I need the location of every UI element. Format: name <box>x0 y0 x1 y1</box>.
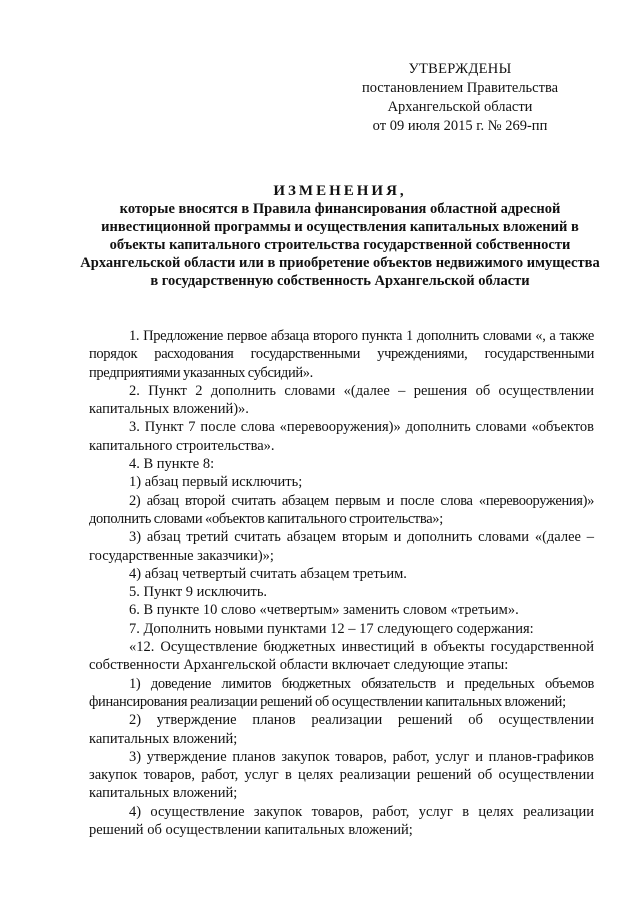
paragraph: 4) абзац четвертый считать абзацем третьим. <box>129 565 407 582</box>
approval-line-1: постановлением Правительства <box>361 80 559 96</box>
paragraph: 2) абзац второй считать абзацем первым и после слова «перевооружения)» дополнить словами «объектов капитального строительства»; <box>89 492 594 527</box>
paragraph: 4) осуществление закупок товаров, работ, услуг в целях реализации решений об осуществлении капитальных вложений; <box>89 803 594 839</box>
approval-title: УТВЕРЖДЕНЫ <box>408 61 512 77</box>
paragraph: 1) доведение лимитов бюджетных обязательств и предельных объемов финансирования реализации решений об осуществлении капитальных вложений; <box>89 675 594 710</box>
paragraph: «12. Осуществление бюджетных инвестиций в объекты государственной собственности Архангельской области включает следующие этапы: <box>89 639 594 674</box>
paragraph: 2) утверждение планов реализации решений об осуществлении капитальных вложений; <box>89 712 594 747</box>
document-heading <box>80 182 600 290</box>
document-body <box>89 327 594 839</box>
paragraph: 1. Предложение первое абзаца второго пункта 1 дополнить словами «, а также порядок расходования государственными учреждениями, государственными предприятиями указанных субсидий». <box>89 328 594 381</box>
paragraph: 7. Дополнить новыми пунктами 12 – 17 следующего содержания: <box>129 620 534 637</box>
paragraph: 5. Пункт 9 исключить. <box>129 584 268 601</box>
document-subtitle: которые вносятся в Правила финансирования областной адресной инвестиционной программы и осуществления капитальных вложений в объекты капитального строительства государственной собственности Архангельской области или в приобретение объектов недвижимого имущества в государственную собственность Архангельской области <box>80 201 600 289</box>
paragraph: 3. Пункт 7 после слова «перевооружения)» дополнить словами «объектов капитального строительства». <box>89 419 594 454</box>
paragraph: 3) утверждение планов закупок товаров, работ, услуг и планов-графиков закупок товаров, работ, услуг в целях реализации решений об осуществлении капитальных вложений; <box>89 748 594 802</box>
approval-line-3: от 09 июля 2015 г. № 269-пп <box>372 118 548 134</box>
paragraph: 2. Пункт 2 дополнить словами «(далее – решения об осуществлении капитальных вложений)». <box>89 382 594 418</box>
approval-block <box>340 60 580 136</box>
paragraph: 6. В пункте 10 слово «четвертым» заменить словом «третьим». <box>129 602 519 619</box>
approval-line-2: Архангельской области <box>387 99 533 115</box>
paragraph: 4. В пункте 8: <box>129 456 215 473</box>
document-title: ИЗМЕНЕНИЯ, <box>273 183 407 199</box>
paragraph: 3) абзац третий считать абзацем вторым и дополнить словами «(далее – государственные заказчики)»; <box>89 529 594 564</box>
paragraph: 1) абзац первый исключить; <box>129 474 303 491</box>
